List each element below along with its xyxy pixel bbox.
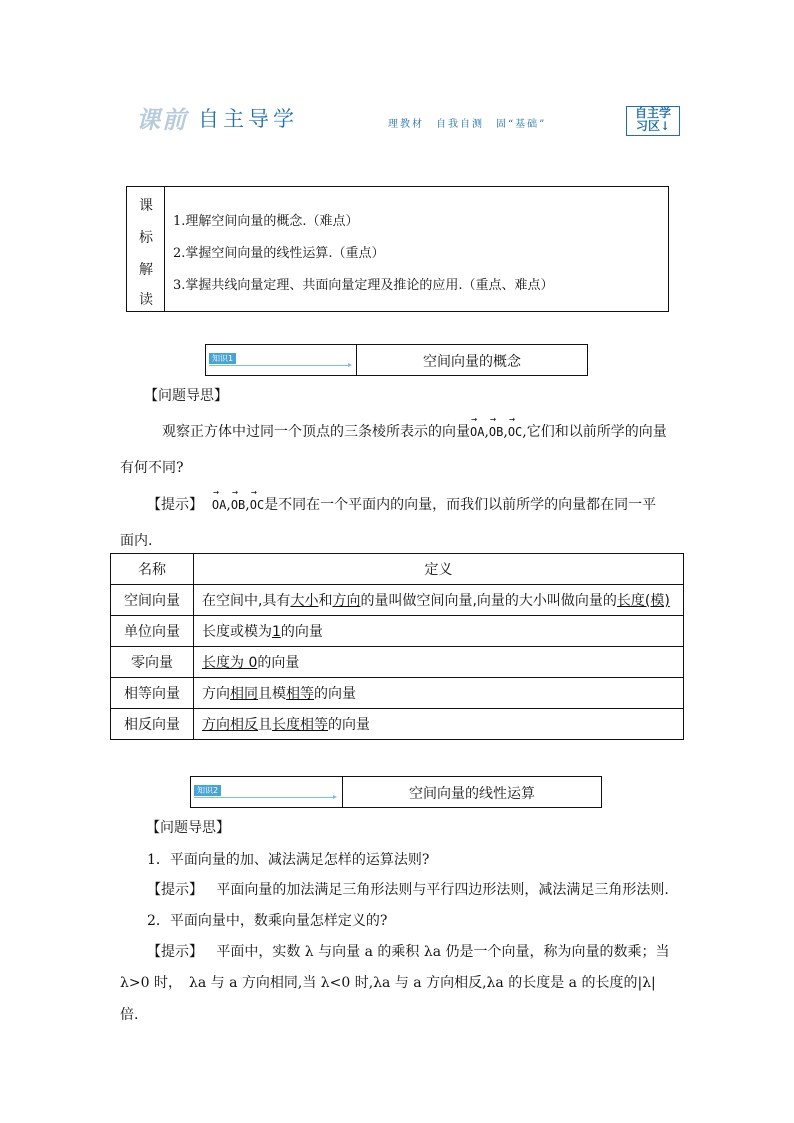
question-text: 观察正方体中过同一个顶点的三条棱所表示的向量 — [162, 424, 470, 440]
objective-item: 2.掌握空间向量的线性运算.（重点） — [173, 246, 385, 261]
section2-hint2 — [147, 941, 670, 961]
objective-item: 1.理解空间向量的概念.（难点） — [173, 214, 359, 229]
header-title: 自主导学 — [198, 107, 298, 131]
section2-hint2-line3: 倍. — [120, 1007, 139, 1023]
definition-cell: 方向相反且长度相等的向量 — [194, 709, 684, 740]
self-study-badge — [626, 106, 680, 136]
objectives-label-char: 标 — [139, 230, 153, 246]
hint-label: 【提示】 — [147, 497, 203, 513]
vector-oa: → OA — [470, 425, 484, 439]
section1-question-line2: 有何不同? — [120, 460, 184, 476]
term-cell: 相等向量 — [111, 678, 194, 709]
section1-title: 空间向量的概念 — [423, 354, 521, 370]
header-subtitle: 理教材 自我自测 固“基础” — [388, 119, 547, 130]
vector-oc: → OC — [508, 425, 522, 439]
section1-hint-line2: 面内. — [120, 533, 153, 549]
definition-cell: 长度为 0的向量 — [194, 647, 684, 678]
section2-hint1 — [147, 879, 669, 899]
section1-tag — [206, 345, 357, 375]
objective-item: 3.掌握共线向量定理、共面向量定理及推论的应用.（重点、难点） — [173, 278, 554, 293]
section1-guide-label: 【问题导思】 — [144, 388, 228, 404]
section1-banner — [205, 344, 588, 376]
section2-title: 空间向量的线性运算 — [409, 786, 535, 802]
section2-banner — [190, 776, 602, 808]
hint-label: 【提示】 — [147, 882, 203, 898]
vector-ob: → OB — [231, 498, 245, 512]
objectives-label-char: 读 — [139, 292, 153, 308]
term-cell: 相反向量 — [111, 709, 194, 740]
section2-tag-arrow — [194, 797, 334, 798]
section2-tag-label: 知识2 — [194, 785, 221, 796]
vector-oc: → OC — [250, 498, 264, 512]
table-row — [111, 647, 684, 678]
badge-line1: 自主学 — [634, 106, 671, 120]
hint-text: 平面中，实数 λ 与向量 a 的乘积 λa 仍是一个向量，称为向量的数乘；当 — [216, 944, 670, 960]
hint-label: 【提示】 — [147, 944, 203, 960]
term-cell: 空间向量 — [111, 585, 194, 616]
hint-text: 是不同在一个平面内的向量，而我们以前所学的向量都在同一平 — [264, 497, 657, 513]
section1-tag-label: 知识1 — [209, 353, 236, 364]
section2-hint2-line2: λ>0 时， λa 与 a 方向相同,当 λ<0 时,λa 与 a 方向相反,λa 的长度是 a 的长度的|λ| — [120, 975, 656, 991]
table-header-row — [111, 554, 684, 585]
section2-tag — [191, 777, 343, 807]
table-row — [111, 678, 684, 709]
section2-question2: 2．平面向量中，数乘向量怎样定义的? — [147, 913, 388, 929]
badge-line2: 习区↓ — [635, 119, 671, 133]
vector-ob: → OB — [489, 425, 503, 439]
definitions-table — [110, 553, 684, 740]
definition-cell: 长度或模为1的向量 — [194, 616, 684, 647]
question-text: ,它们和以前所学的向量 — [522, 424, 667, 440]
term-cell: 单位向量 — [111, 616, 194, 647]
table-row — [111, 585, 684, 616]
term-cell: 零向量 — [111, 647, 194, 678]
table-header-definition: 定义 — [194, 554, 684, 585]
vector-oa: → OA — [212, 498, 226, 512]
table-row — [111, 616, 684, 647]
hint-text: 平面向量的加法满足三角形法则与平行四边形法则，减法满足三角形法则. — [216, 882, 669, 898]
section2-question1: 1．平面向量的加、减法满足怎样的运算法则? — [147, 852, 430, 868]
definition-cell: 方向相同且模相等的向量 — [194, 678, 684, 709]
table-header-name: 名称 — [111, 554, 194, 585]
definition-cell: 在空间中,具有大小和方向的量叫做空间向量,向量的大小叫做向量的长度(模) — [194, 585, 684, 616]
objectives-label-char: 课 — [139, 198, 153, 214]
objectives-label — [127, 187, 165, 311]
section1-hint: 【提示】 → OA,→ OB,→ OC是不同在一个平面内的向量，而我们以前所学的向量都在同一平 — [147, 494, 656, 514]
section2-guide-label: 【问题导思】 — [146, 820, 230, 836]
objectives-box — [126, 186, 669, 312]
section1-question: 观察正方体中过同一个顶点的三条棱所表示的向量→ OA,→ OB,→ OC,它们和以前所学的向量 — [162, 421, 667, 441]
section1-tag-arrow — [209, 365, 349, 366]
table-row — [111, 709, 684, 740]
objectives-label-char: 解 — [139, 262, 153, 278]
header-ke-text: 课前 — [136, 105, 188, 134]
